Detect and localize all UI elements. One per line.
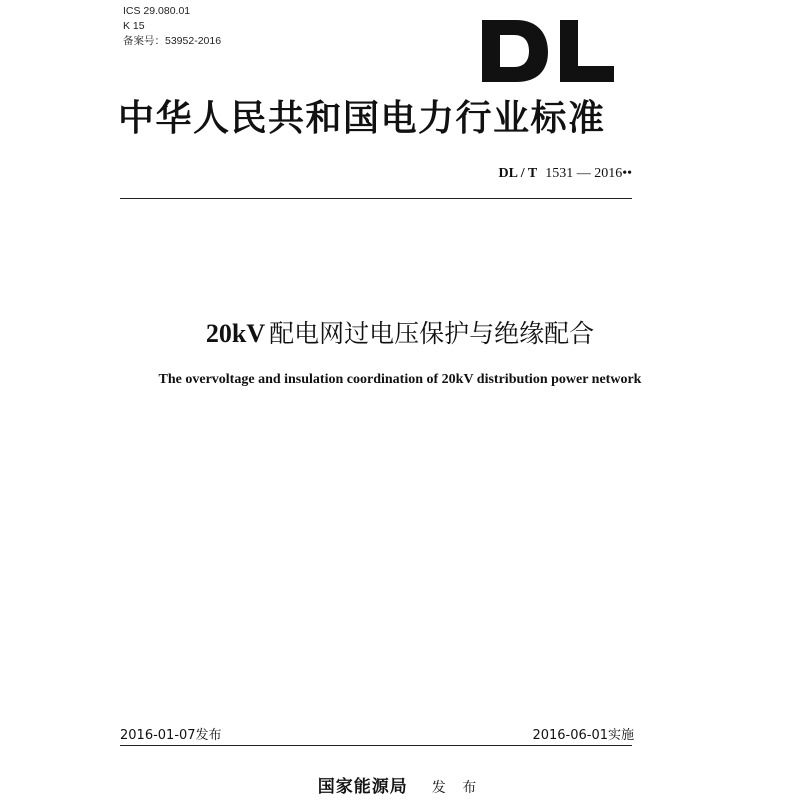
- publisher-line: [0, 772, 800, 797]
- issue-date: 2016-01-07发布: [120, 728, 222, 743]
- class-code: K 15: [123, 20, 145, 32]
- publisher-name: 国家能源局: [317, 777, 408, 797]
- standard-number: [499, 166, 632, 182]
- classification-block: [123, 4, 221, 49]
- publisher-action: 发 布: [431, 780, 483, 796]
- chinese-title: [0, 314, 800, 350]
- chinese-title-lead: 20kV: [205, 319, 266, 348]
- chinese-title-main: 配电网过电压保护与绝缘配合: [269, 319, 595, 348]
- record-number: 备案号：53952-2016: [123, 35, 222, 47]
- header-divider: [120, 198, 632, 199]
- issuing-authority-title: 中华人民共和国电力行业标准: [118, 98, 606, 139]
- english-title: The overvoltage and insulation coordination of 20kV distribution power network: [158, 372, 642, 387]
- standard-prefix: DL / T: [498, 166, 538, 181]
- footer-divider: [120, 745, 632, 746]
- dl-logo: [476, 2, 636, 84]
- effective-date: 2016-06-01实施: [532, 728, 634, 743]
- standard-code: 1531 — 2016••: [545, 166, 632, 181]
- ics-code: ICS 29.080.01: [123, 5, 191, 17]
